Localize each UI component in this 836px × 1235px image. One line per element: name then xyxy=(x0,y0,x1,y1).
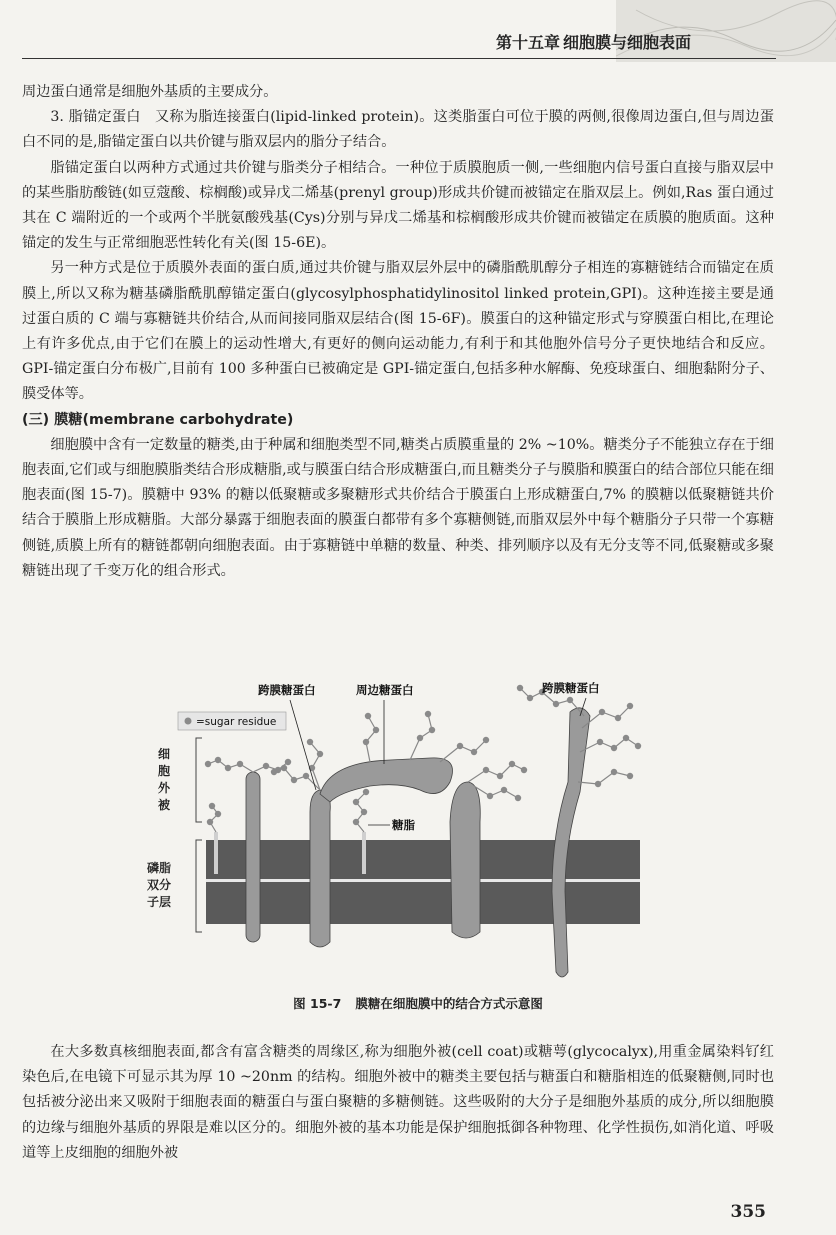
paragraph: 脂锚定蛋白以两种方式通过共价键与脂类分子相结合。一种位于质膜胞质一侧,一些细胞内信号蛋白直接与脂双层中的某些脂肪酸链(如豆蔻酸、棕榈酸)或异戊二烯基(prenyl group)形成共价键而被锚定在脂双层上。例如,Ras 蛋白通过其在 C 端附近的一个或两个半胱氨酸残基(Cys)分别与异戊二烯基和棕榈酸形成共价键而被锚定在质膜的胞质面。这种锚定的发生与正常细胞恶性转化有关(图 15-6E)。 xyxy=(22,159,774,252)
legend-text: =sugar residue xyxy=(196,716,277,728)
paragraph: 在大多数真核细胞表面,都含有富含糖类的周缘区,称为细胞外被(cell coat)或糖萼(glycocalyx),用重金属染料钌红染色后,在电镜下可显示其为厚 10 ~20nm 的结构。细胞外被中的糖类主要包括与糖蛋白和糖脂相连的低聚糖侧,同时也包括被分泌出来又吸附于细胞表面的糖蛋白与蛋白聚糖的多糖侧链。这些吸附的大分子是细胞外基质的成分,所以细胞膜的边缘与细胞外基质的界限是难以区分的。细胞外被的基本功能是保护细胞抵御各种物理、化学性损伤,如消化道、呼吸道等上皮细胞的细胞外被 xyxy=(22,1044,774,1161)
figure-caption xyxy=(0,994,836,1012)
label-transmembrane-right: 跨膜糖蛋白 xyxy=(542,681,600,695)
paragraph: 细胞膜中含有一定数量的糖类,由于种属和细胞类型不同,糖类占质膜重量的 2% ~10%。糖类分子不能独立存在于细胞表面,它们或与细胞膜脂类结合形成糖脂,或与膜蛋白结合形成糖蛋白,而且糖类分子与膜脂和膜蛋白的结合部位只能在细胞表面(图 15-7)。膜糖中 93% 的糖以低聚糖或多聚糖形式共价结合于膜蛋白上形成糖蛋白,7% 的膜糖以低聚糖链共价结合于膜脂上形成糖脂。大部分暴露于细胞表面的膜蛋白都带有多个寡糖侧链,而脂双层外中每个糖脂分子只带一个寡糖侧链,质膜上所有的糖链都朝向细胞表面。由于寡糖链中单糖的数量、种类、排列顺序以及有无分支等不同,低聚糖或多聚糖链出现了千变万化的组合形式。 xyxy=(22,436,774,579)
chapter-number: 第十五章 xyxy=(495,33,560,52)
sugar-icon xyxy=(185,718,192,725)
membrane-diagram xyxy=(170,672,660,992)
label-glycolipid: 糖脂 xyxy=(392,818,415,832)
section-heading: (三) 膜糖(membrane carbohydrate) xyxy=(22,411,294,428)
paragraph: 周边蛋白通常是细胞外基质的主要成分。 xyxy=(22,84,278,100)
label-bilayer: 磷脂双分子层 xyxy=(146,861,171,909)
header-rule xyxy=(22,58,776,59)
bilayer-outer xyxy=(206,840,640,880)
chapter-title: 细胞膜与细胞表面 xyxy=(562,33,691,52)
page-header xyxy=(0,0,836,62)
caption-number: 图 15-7 xyxy=(293,996,342,1011)
bilayer-inner xyxy=(206,882,640,924)
body-text-top xyxy=(22,80,774,584)
page-number: 355 xyxy=(730,1202,766,1222)
paragraph: 另一种方式是位于质膜外表面的蛋白质,通过共价键与脂双层外层中的磷脂酰肌醇分子相连的寡糖链结合而锚定在质膜上,所以又称为糖基磷脂酰肌醇锚定蛋白(glycosylphosphatidylinositol linked protein,GPI)。这种连接主要是通过蛋白质的 C 端与寡糖链共价结合,从而间接同脂双层结合(图 15-6F)。膜蛋白的这种锚定形式与穿膜蛋白相比,在理论上有许多优点,由于它们在膜上的运动性增大,有更好的侧向运动能力,有利于和其他胞外信号分子更快地结合和反应。GPI-锚定蛋白分布极广,目前有 100 多种蛋白已被确定是 GPI-锚定蛋白,包括多种水解酶、免疫球蛋白、细胞黏附分子、膜受体等。 xyxy=(22,260,774,403)
label-transmembrane-left: 跨膜糖蛋白 xyxy=(258,683,316,697)
paragraph: 3. 脂锚定蛋白 又称为脂连接蛋白(lipid-linked protein)。这类脂蛋白可位于膜的两侧,很像周边蛋白,但与周边蛋白不同的是,脂锚定蛋白以共价键与脂双层内的脂分子结合。 xyxy=(22,109,774,151)
membrane-figure xyxy=(146,672,660,1012)
label-cell-coat: 细胞外被 xyxy=(158,747,171,812)
caption-title: 膜糖在细胞膜中的结合方式示意图 xyxy=(355,996,543,1011)
body-text-bottom xyxy=(22,1040,774,1166)
label-peripheral: 周边糖蛋白 xyxy=(356,683,414,697)
